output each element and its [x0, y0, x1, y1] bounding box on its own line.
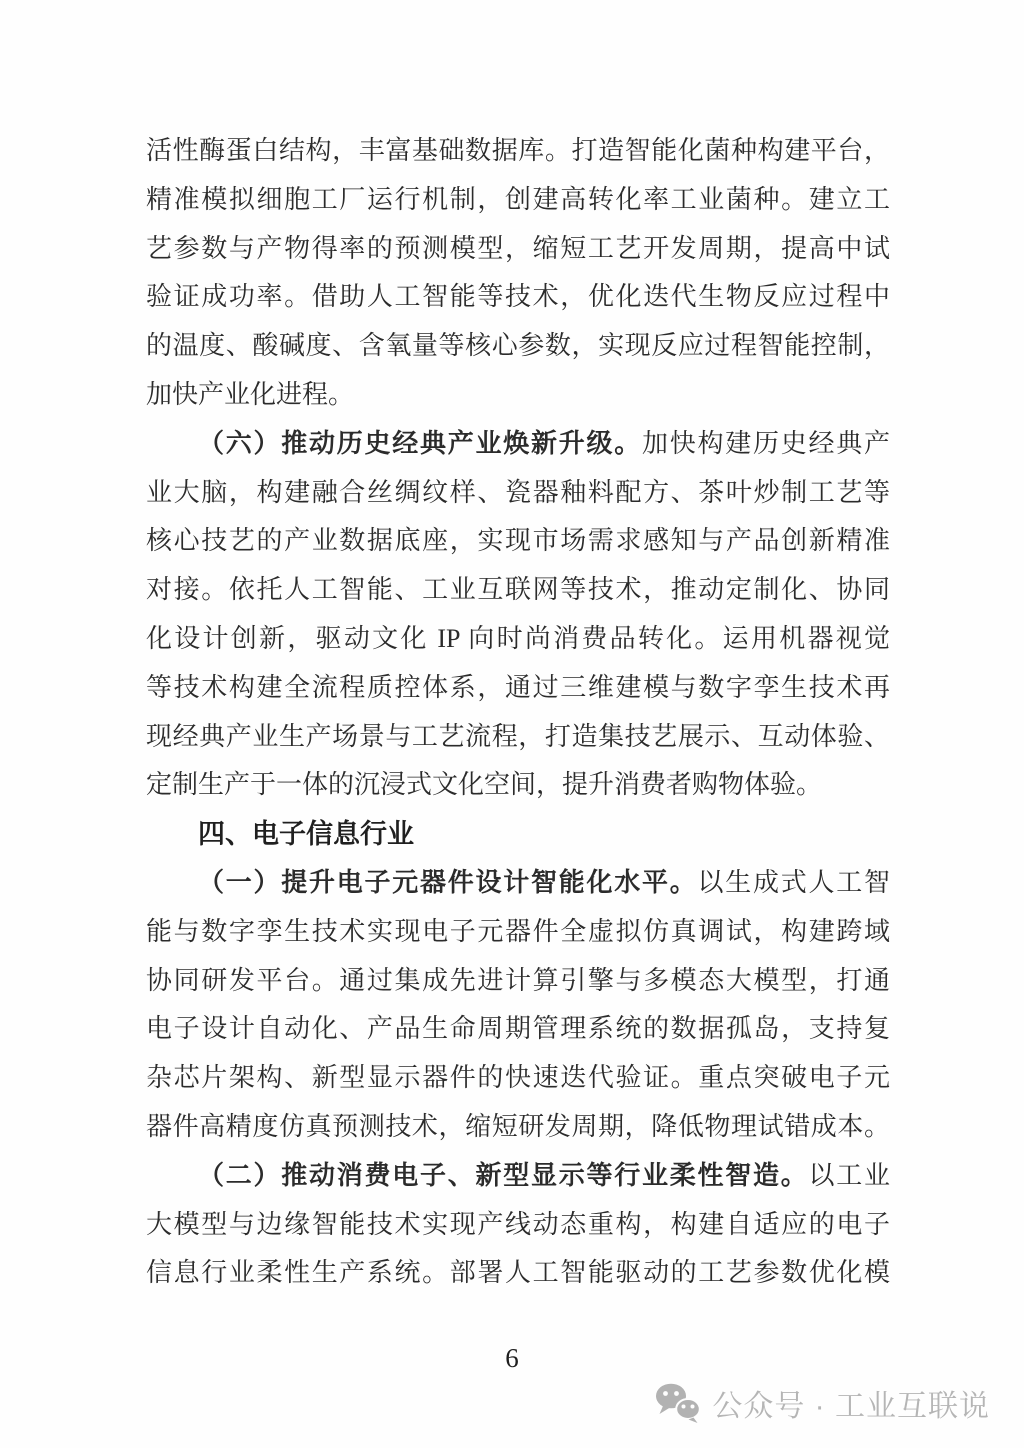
text-run: 能与数字孪生技术实现电子元器件全虚拟仿真调试，构建跨域: [146, 916, 890, 946]
text-line: [146, 176, 890, 225]
bold-text-run: （六）推动历史经典产业焕新升级。: [198, 428, 642, 458]
text-line: [146, 1201, 890, 1250]
document-body: [146, 127, 890, 1298]
text-line: [146, 322, 890, 371]
bold-text-run: 四、电子信息行业: [198, 819, 414, 850]
text-line: [146, 664, 890, 713]
text-line: [146, 908, 890, 957]
text-run: 电子设计自动化、产品生命周期管理系统的数据孤岛，支持复: [146, 1014, 890, 1044]
text-run: 的温度、酸碱度、含氧量等核心参数，实现反应过程智能控制，: [146, 331, 890, 361]
text-line: [146, 127, 890, 176]
text-line: [146, 273, 890, 322]
bold-text-run: （一）提升电子元器件设计智能化水平。: [198, 867, 698, 897]
text-line: [146, 1103, 890, 1152]
text-run: 业大脑，构建融合丝绸纹样、瓷器釉料配方、茶叶炒制工艺等: [146, 477, 890, 507]
watermark-footer: [655, 1381, 990, 1425]
text-run: 化设计创新，驱动文化 IP 向时尚消费品转化。运用机器视觉: [146, 623, 890, 653]
text-line: [146, 615, 890, 664]
bold-text-run: （二）推动消费电子、新型显示等行业柔性智造。: [198, 1160, 809, 1190]
text-line: [146, 1249, 890, 1298]
text-line: [146, 420, 890, 469]
text-run: 等技术构建全流程质控体系，通过三维建模与数字孪生技术再: [146, 672, 890, 702]
text-line: [146, 859, 890, 908]
section-heading: [146, 810, 890, 859]
text-run: 杂芯片架构、新型显示器件的快速迭代验证。重点突破电子元: [146, 1063, 890, 1093]
page-number: 6: [505, 1343, 519, 1373]
text-run: 以工业: [808, 1160, 890, 1190]
text-line: [146, 761, 890, 810]
text-line: [146, 1005, 890, 1054]
text-run: 定制生产于一体的沉浸式文化空间，提升消费者购物体验。: [146, 770, 823, 800]
text-run: 艺参数与产物得率的预测模型，缩短工艺开发周期，提高中试: [146, 233, 890, 263]
text-run: 现经典产业生产场景与工艺流程，打造集技艺展示、互动体验、: [146, 721, 890, 751]
wechat-icon: [655, 1383, 701, 1423]
text-line: [146, 225, 890, 274]
text-line: [146, 566, 890, 615]
text-run: 大模型与边缘智能技术实现产线动态重构，构建自适应的电子: [146, 1209, 890, 1239]
text-run: 以生成式人工智: [697, 867, 890, 897]
text-run: 协同研发平台。通过集成先进计算引擎与多模态大模型，打通: [146, 965, 890, 995]
text-line: [146, 1054, 890, 1103]
text-run: 加快构建历史经典产: [641, 428, 890, 458]
text-run: 加快产业化进程。: [146, 379, 355, 409]
text-run: 对接。依托人工智能、工业互联网等技术，推动定制化、协同: [146, 575, 890, 605]
text-run: 精准模拟细胞工厂运行机制，创建高转化率工业菌种。建立工: [146, 184, 890, 214]
watermark-text: 公众号 · 工业互联说: [712, 1390, 990, 1423]
text-line: [146, 957, 890, 1006]
text-run: 核心技艺的产业数据底座，实现市场需求感知与产品创新精准: [146, 526, 890, 556]
text-line: [146, 517, 890, 566]
text-line: [146, 469, 890, 518]
text-run: 验证成功率。借助人工智能等技术，优化迭代生物反应过程中: [146, 282, 890, 312]
text-line: [146, 713, 890, 762]
text-run: 信息行业柔性生产系统。部署人工智能驱动的工艺参数优化模: [146, 1258, 890, 1288]
text-line: [146, 371, 890, 420]
text-line: [146, 1152, 890, 1201]
text-run: 器件高精度仿真预测技术，缩短研发周期，降低物理试错成本。: [146, 1111, 890, 1141]
text-run: 活性酶蛋白结构，丰富基础数据库。打造智能化菌种构建平台，: [146, 136, 890, 165]
